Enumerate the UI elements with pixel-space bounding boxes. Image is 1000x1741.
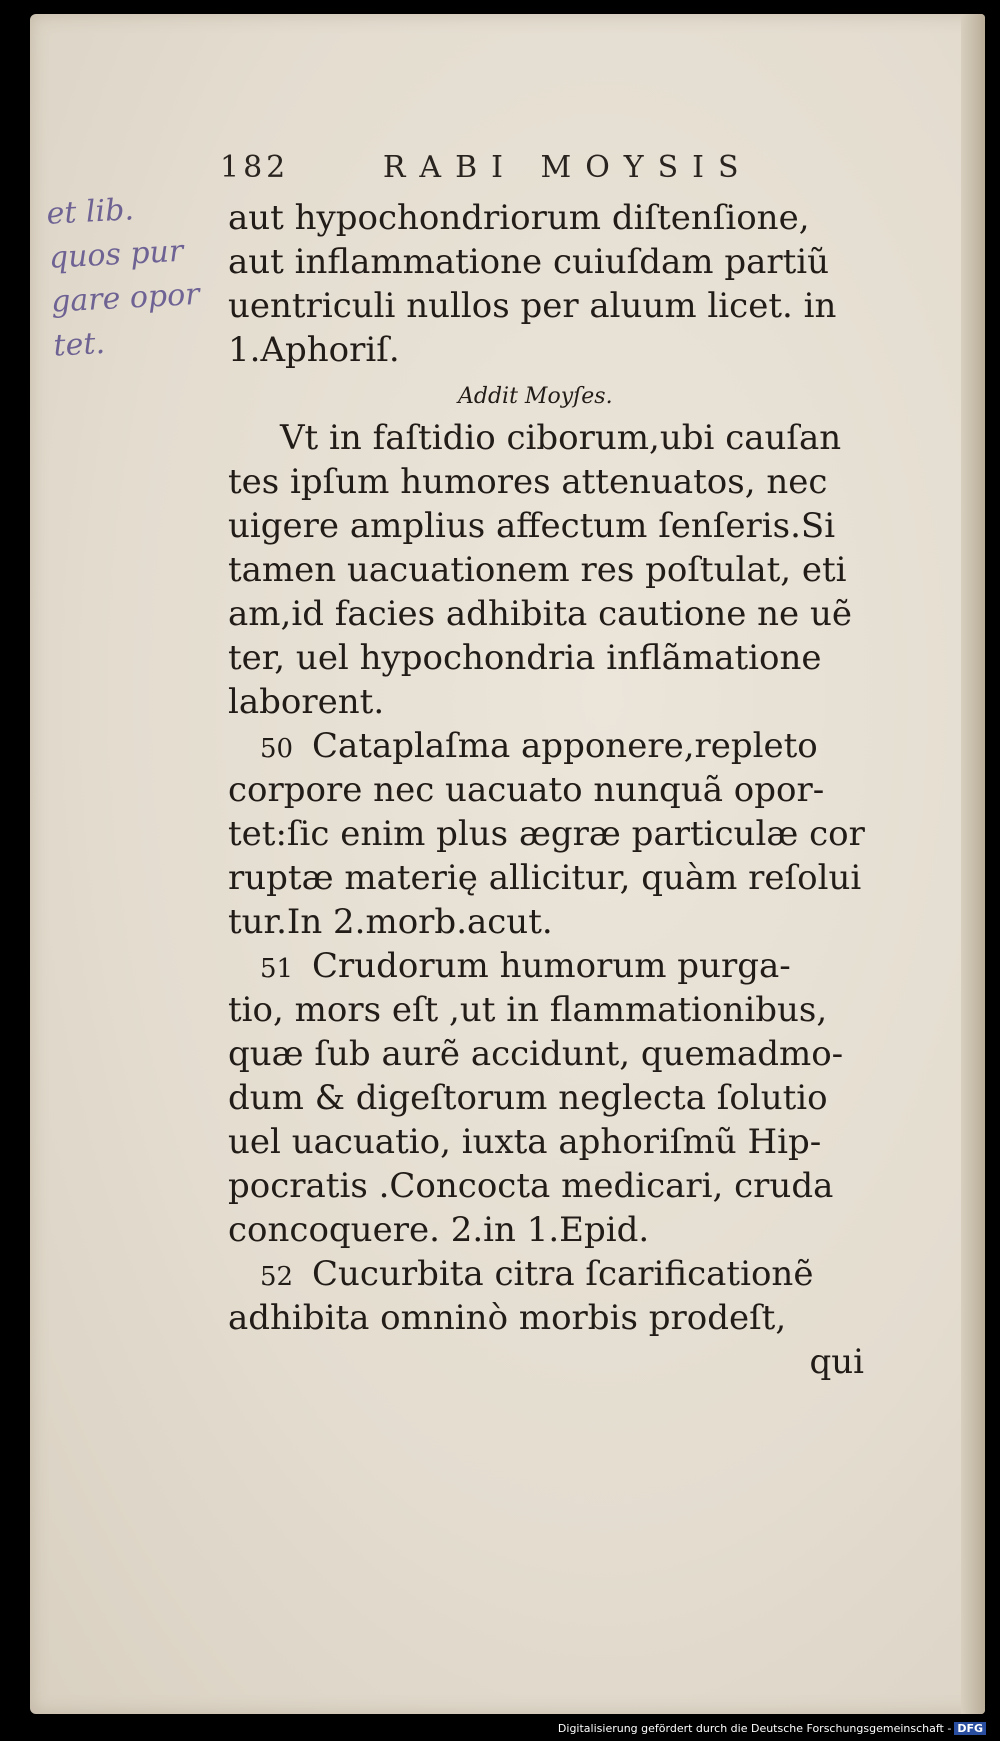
text-line: concoquere. 2.in 1.Epid. <box>228 1210 650 1250</box>
digitization-credit <box>558 1722 986 1735</box>
text-line: tes ipſum humores attenuatos, nec <box>228 462 828 502</box>
page-edge <box>961 14 985 1714</box>
section-text: Cataplaſma apponere,repleto <box>312 726 818 766</box>
section-number: 52 <box>260 1262 294 1292</box>
catchword: qui <box>809 1342 864 1382</box>
running-header <box>220 150 780 185</box>
text-line: tamen uacuationem res poſtulat, eti <box>228 550 847 590</box>
text-line: am,id facies adhibita cautione ne uẽ <box>228 594 852 634</box>
text-line: uentriculi nullos per aluum licet. in <box>228 286 837 326</box>
text-line: tur.In 2.morb.acut. <box>228 902 553 942</box>
text-line: ruptæ materię allicitur, quàm reſolui <box>228 858 862 898</box>
subheading: Addit Moyſes. <box>458 384 613 409</box>
section-number: 50 <box>260 734 294 764</box>
section-text: Cucurbita citra ſcarificationẽ <box>312 1254 814 1294</box>
section-number: 51 <box>260 954 294 984</box>
text-line: laborent. <box>228 682 385 722</box>
section-text: Crudorum humorum purga- <box>312 946 791 986</box>
section-52-first-line <box>228 1252 868 1296</box>
text-line: adhibita omninò morbis prodeſt, <box>228 1298 787 1338</box>
marginal-note-line: gare opor <box>50 276 201 320</box>
text-line: Vt in faſtidio ciborum,ubi cauſan <box>280 418 842 458</box>
marginal-note-line: et lib. <box>45 192 135 232</box>
text-line: aut hypochondriorum diſtenſione, <box>228 198 810 238</box>
marginal-note-line: quos pur <box>48 233 185 276</box>
text-line: quæ ſub aurẽ accidunt, quemadmo- <box>228 1034 844 1074</box>
marginal-note-line: tet. <box>52 325 106 364</box>
text-line: aut inflammatione cuiuſdam partiũ <box>228 242 830 282</box>
credit-text: Digitalisierung gefördert durch die Deutsche Forschungsgemeinschaft - <box>557 1722 952 1735</box>
dfg-logo: DFG <box>954 1722 986 1735</box>
running-title: RABI MOYSIS <box>382 150 753 185</box>
handwritten-marginal-note <box>46 183 235 368</box>
text-line: ter, uel hypochondria inflãmatione <box>228 638 822 678</box>
text-line: uigere amplius affectum ſenſeris.Si <box>228 506 836 546</box>
text-line: tio, mors eſt ,ut in flammationibus, <box>228 990 828 1030</box>
page-number: 182 <box>220 150 290 185</box>
section-50-first-line <box>228 724 868 768</box>
text-line: dum & digeſtorum neglecta ſolutio <box>228 1078 828 1118</box>
main-text-block <box>228 196 868 1384</box>
text-line: uel uacuatio, iuxta aphoriſmũ Hip- <box>228 1122 822 1162</box>
text-line: 1.Aphoriſ. <box>228 330 400 370</box>
text-line: tet:ſic enim plus ægræ particulæ cor <box>228 814 865 854</box>
text-line: corpore nec uacuato nunquã opor- <box>228 770 825 810</box>
text-line: pocratis .Concocta medicari, cruda <box>228 1166 834 1206</box>
section-51-first-line <box>228 944 868 988</box>
